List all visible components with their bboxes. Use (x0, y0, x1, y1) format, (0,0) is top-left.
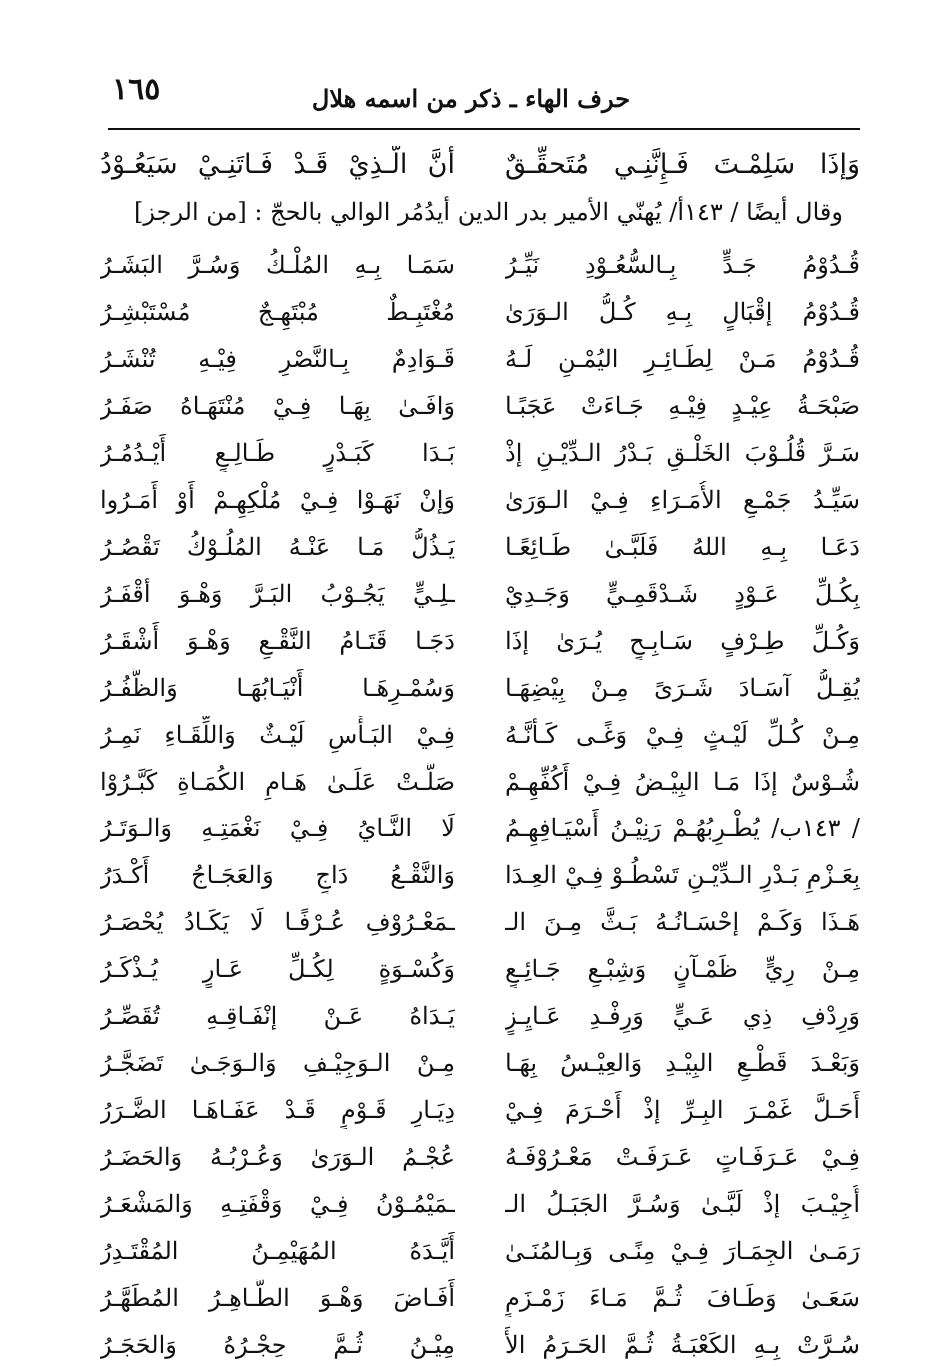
verse-first-hemistich: قُـدُوْمُ إقْبَالٍ بِـهِ كُـلُّ الـوَرَىٰ (505, 298, 860, 326)
verse-second-hemistich: ـمَعْـرُوْفِ عُـرْفًـا لَا يَكَـادُ يُحْصَـرُ (100, 908, 455, 936)
poem-introduction: وقال أيضًا / ١٤٣أ/ يُهنّي الأمير بدر الدين أيدُمُر الوالي بالحجّ : [من الرجز] (134, 198, 843, 226)
poem-verse (100, 1177, 860, 1224)
poem-verse (100, 895, 860, 942)
verse-first-hemistich: بِعَـزْمِ بَـدْرِ الـدِّيْـنِ تَسْطُـوْ فِـيْ العِـدَا (505, 861, 860, 889)
verse-first-hemistich: بِكُـلِّ عَـوْدٍ شَـدْقَمِـيٍّ وَجَـدِيْ (505, 580, 860, 608)
verse-first-hemistich: مِـنْ رِيٍّ ظَمْـآنٍ وَشِبْـعِ جَـائِـعٍ (505, 955, 860, 983)
header-rule (108, 128, 860, 130)
verse-second-hemistich: وَكُسْـوَةٍ لِكُـلِّ عَـارٍ يُـذْكَـرُ (100, 955, 455, 983)
poem-verse (100, 473, 860, 520)
poem-verse (100, 520, 860, 567)
verse-first-hemistich: أُجِيْـبَ إذْ لَبَّـىٰ وَسُـرَّ الجَبَـلُ الـ (505, 1190, 860, 1218)
poem-verse (100, 989, 860, 1036)
poem-verse (100, 1318, 860, 1365)
poem-verse (100, 332, 860, 379)
verse-second-hemistich: بَـدَا كَبَـدْرٍ طَـالِـعٍ أَيْـدُمُـرُ (100, 439, 455, 467)
poem-verse (100, 1271, 860, 1318)
poem-verse (100, 1224, 860, 1271)
poem-verse (100, 379, 860, 426)
poem-verse (100, 708, 860, 755)
verse-first-hemistich: يُقِـلُّ آسَـادَ شَـرَىً مِـنْ بِيْضِهَـا (505, 674, 860, 702)
verse-first-hemistich: سُـرَّتْ بِـهِ الكَعْبَـةُ ثُـمَّ الحَـرَمُ الأَ (505, 1331, 860, 1359)
verse-second-hemistich: وَالنَّقْـعُ دَاجٍ وَالعَجَـاجُ أَكْـدَرُ (100, 861, 455, 889)
verse-first-hemistich: فِـيْ عَـرَفَـاتٍ عَـرَفَـتْ مَعْـرُوْفَـهُ (505, 1143, 860, 1171)
poem-verse (100, 238, 860, 285)
verse-second-hemistich: وَافَـىٰ بِهَـا فِـيْ مُنْتَهَـاهُ صَفَـرُ (100, 392, 455, 420)
verse-second-hemistich: ـلِـيٍّ يَجُـوْبُ البَـرَّ وَهْـوَ أقْفَـرُ (100, 580, 455, 608)
verse-second-hemistich: يَـذُلُّ مَـا عَنْـهُ المُلُـوْكُ تَقْصُـرُ (100, 533, 455, 561)
verse-first-hemistich: وَبَعْـدَ قَطْـعِ البِيْـدِ وَالعِيْـسُ بِهَـا (505, 1049, 860, 1077)
verse-second-hemistich: مُغْتَبِـطٌ مُبْتَهِـجٌ مُسْتَبْشِـرُ (100, 298, 455, 326)
poem-verse (100, 1083, 860, 1130)
verse-first-hemistich: قُـدُوْمُ مَـنْ لِطَـائِـرِ اليُمْـنِ لَـهُ (505, 345, 860, 373)
verse-second-hemistich: فِـيْ البَـأْسِ لَيْـثٌ وَاللِّقَـاءِ نَمِـرُ (100, 721, 455, 749)
verse-second-hemistich: أنَّ الَّـذِيْ قَـدْ فَـاتَنِـيْ سَيَعُـوْدُ (100, 149, 455, 180)
verse-second-hemistich: مِـنْ الـوَجِيْـفِ وَالـوَجَـىٰ تَضَجَّـرُ (100, 1049, 455, 1077)
verse-first-hemistich: / ١٤٣ب/ يُطْـرِبُهُـمْ رَنِيْـنُ أَسْيَـافِهِـمُ (505, 814, 860, 842)
verse-first-hemistich: سَيِّـدُ جَمْـعِ الأُمَـرَاءِ فِـيْ الـوَرَىٰ (505, 486, 860, 514)
verse-first-hemistich: شُـوْسٌ إذَا مَـا البِيْـضُ فِـيْ أَكُفِّهِـمْ (505, 768, 860, 796)
verse-second-hemistich: عُجْـمُ الـوَرَىٰ وَعُـرْبُـهُ وَالحَضَـرُ (100, 1143, 455, 1171)
verse-second-hemistich: وَسُمْـرِهَـا أَنْيَـابُهَـا وَالظُّفُـرُ (100, 674, 455, 702)
poem-verse (100, 661, 860, 708)
verse-second-hemistich: لَا النَّـايُ فِـيْ نَغْمَتِـهِ وَالـوَتَـرُ (100, 814, 455, 842)
verse-first-hemistich: وَكُـلِّ طِـرْفٍ سَـابِـحٍ يُـرَىٰ إذَا (505, 627, 860, 655)
verse-first-hemistich: رَمَـىٰ الجِمَـارَ فِـيْ مِنًـى وَبِـالمُنَـىٰ (505, 1237, 860, 1265)
verse-second-hemistich: يَـدَاهُ عَـنْ إنْفَـاقِـهِ تُقَصِّـرُ (100, 1002, 455, 1030)
poem-verse (100, 285, 860, 332)
poem-verse (100, 1130, 860, 1177)
verse-second-hemistich: دِيَـارِ قَـوْمٍ قَـدْ عَفَـاهَـا الضَّـرَرُ (100, 1096, 455, 1124)
verse-second-hemistich: صَلَّـتْ عَلَـىٰ هَـامِ الكُمَـاةِ كَبَّـرُوْا (100, 768, 455, 796)
poem-verse (100, 1036, 860, 1083)
verse-second-hemistich: أَفَـاضَ وَهْـوَ الطَّـاهِـرُ المُطَهَّـرُ (100, 1284, 455, 1312)
running-title: حرف الهاء ـ ذكر من اسمه هلال (311, 84, 631, 113)
poem-verse (100, 942, 860, 989)
verse-first-hemistich: سَـرَّ قُلُـوْبَ الخَلْـقِ بَـدْرُ الـدِّيْـنِ إذْ (505, 439, 860, 467)
verse-second-hemistich: سَمَـا بِـهِ المُلْـكُ وَسُـرَّ البَشَـرُ (100, 251, 455, 279)
poem-verse (100, 755, 860, 802)
poem-verse (100, 426, 860, 473)
verse-second-hemistich: ـمَيْمُـوْنُ فِـيْ وَقْفَتِـهِ وَالمَشْعَـرُ (100, 1190, 455, 1218)
verse-second-hemistich: دَجَـا قَتَـامُ النَّقْـعِ وَهْـوَ أَشْقَـرُ (100, 627, 455, 655)
verse-second-hemistich: أَيَّـدَهُ المُهَيْمِـنُ المُقْتَـدِرُ (100, 1237, 455, 1265)
poem-verse (100, 801, 860, 848)
verse-first-hemistich: وَرِدْفِ ذِي عَـيٍّ وَرِفْـدِ عَـايِـزٍ (505, 1002, 860, 1030)
verse-second-hemistich: مِيْـنُ ثُـمَّ حِجْـرُهُ وَالحَجَـرُ (100, 1331, 455, 1359)
verse-first-hemistich: وَإذَا سَلِمْـتَ فَـإِنَّنِـي مُتَحقِّـقٌ (505, 149, 860, 180)
verse-first-hemistich: دَعَـا بِـهِ اللهُ فَلَبَّـىٰ طَـائِعًـا (505, 533, 860, 561)
poem-verse (100, 848, 860, 895)
poem-verse (100, 614, 860, 661)
verse-first-hemistich: سَعَـىٰ وَطَـافَ ثُـمَّ مَـاءَ زَمْـزَمٍ (505, 1284, 860, 1312)
verse-first-hemistich: صَبْحَـةُ عِيْـدٍ فِيْـهِ جَـاءَتْ عَجَبًـا (505, 392, 860, 420)
opening-verse (100, 138, 860, 192)
poem-verse (100, 567, 860, 614)
verse-first-hemistich: هَـذَا وَكَـمْ إحْسَـانُـهُ بَـثَّ مِـنَ الـ (505, 908, 860, 936)
verse-first-hemistich: مِـنْ كُـلِّ لَيْـثٍ فِـيْ وَغًـى كَـأنَّـهُ (505, 721, 860, 749)
verse-second-hemistich: وَإنْ نَهَـوْا فِـيْ مُلْكِهِـمْ أَوْ أَمَـرُوا (100, 486, 455, 514)
verse-first-hemistich: قُـدُوْمُ جَـدٍّ بِـالسُّعُـوْدِ نَيِّـرُ (505, 251, 860, 279)
verse-second-hemistich: قَـوَادِمٌ بِـالنَّصْرِ فِيْـهِ تُنْشَـرُ (100, 345, 455, 373)
verse-first-hemistich: أَحَـلَّ غَمْـرَ البِـرِّ إذْ أَحْـرَمَ فِـيْ (505, 1096, 860, 1124)
page-number: ١٦٥ (112, 72, 161, 107)
